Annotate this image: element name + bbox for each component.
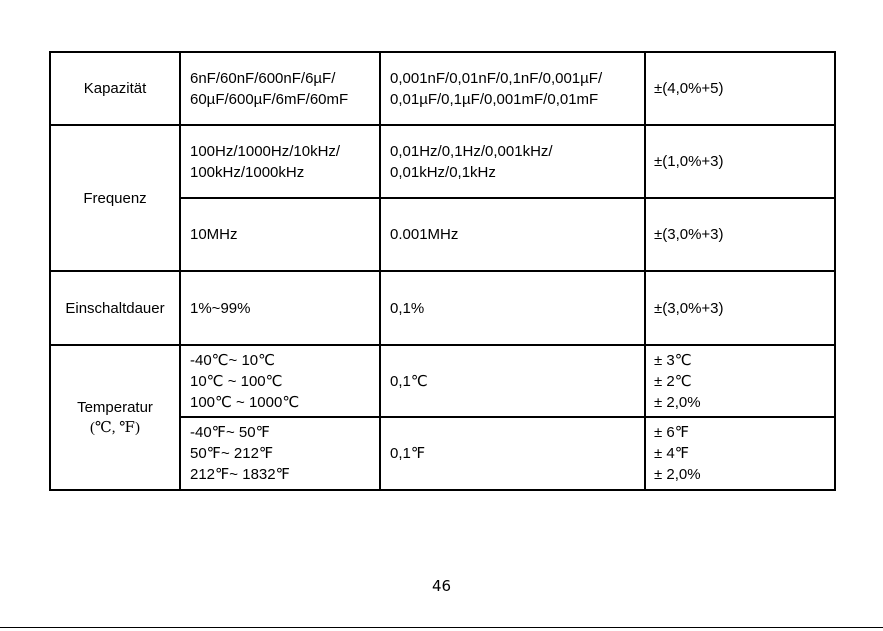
- frequency-range-1-line-1: 100Hz/1000Hz/10kHz/: [190, 142, 341, 160]
- capacitance-accuracy: ±(4,0%+5): [645, 52, 835, 125]
- capacitance-resolution-line-1: 0,001nF/0,01nF/0,1nF/0,001µF/: [390, 69, 603, 87]
- celsius-range-line-2: 10℃ ~ 100℃: [190, 372, 283, 390]
- celsius-range-line-1: -40℃~ 10℃: [190, 351, 275, 369]
- fahrenheit-accuracy-line-3: ± 2,0%: [654, 466, 701, 483]
- fahrenheit-accuracy-line-2: ± 4℉: [654, 445, 690, 462]
- capacitance-resolution: [380, 52, 645, 125]
- label-frequency: Frequenz: [50, 125, 180, 271]
- temperature-label: Temperatur: [77, 398, 153, 416]
- frequency-range-2: 10MHz: [180, 198, 380, 271]
- row-capacitance: [50, 52, 835, 125]
- fahrenheit-range-line-2: 50℉~ 212℉: [190, 445, 274, 462]
- page-number: 46: [431, 577, 452, 595]
- label-temperature: [50, 345, 180, 490]
- celsius-range-line-3: 100℃ ~ 1000℃: [190, 393, 300, 411]
- row-duty-cycle: [50, 271, 835, 345]
- bottom-divider: [0, 627, 883, 628]
- temperature-units: (℃, ℉): [90, 419, 140, 436]
- fahrenheit-accuracy-line-1: ± 6℉: [654, 424, 690, 441]
- frequency-resolution-2: 0.001MHz: [380, 198, 645, 271]
- duty-cycle-accuracy: ±(3,0%+3): [645, 271, 835, 345]
- temperature-fahrenheit-range: [180, 417, 380, 490]
- frequency-accuracy-1: ±(1,0%+3): [645, 125, 835, 198]
- frequency-resolution-1: [380, 125, 645, 198]
- label-duty-cycle: Einschaltdauer: [50, 271, 180, 345]
- frequency-accuracy-2: ±(3,0%+3): [645, 198, 835, 271]
- capacitance-resolution-line-2: 0,01µF/0,1µF/0,001mF/0,01mF: [390, 90, 599, 108]
- label-capacitance: Kapazität: [50, 52, 180, 125]
- temperature-celsius-resolution: 0,1℃: [380, 345, 645, 417]
- temperature-celsius-range: [180, 345, 380, 417]
- fahrenheit-range-line-3: 212℉~ 1832℉: [190, 466, 290, 483]
- capacitance-range: [180, 52, 380, 125]
- temperature-fahrenheit-accuracy: [645, 417, 835, 490]
- specification-table: [49, 51, 836, 491]
- row-temperature-celsius: [50, 345, 835, 417]
- row-frequency-1: [50, 125, 835, 198]
- temperature-celsius-accuracy: [645, 345, 835, 417]
- capacitance-range-line-2: 60µF/600µF/6mF/60mF: [190, 90, 349, 108]
- frequency-range-1-line-2: 100kHz/1000kHz: [190, 163, 305, 181]
- capacitance-range-line-1: 6nF/60nF/600nF/6µF/: [190, 69, 336, 87]
- celsius-accuracy-line-1: ± 3℃: [654, 351, 692, 369]
- fahrenheit-range-line-1: -40℉~ 50℉: [190, 424, 270, 441]
- frequency-resolution-1-line-2: 0,01kHz/0,1kHz: [390, 163, 496, 181]
- frequency-resolution-1-line-1: 0,01Hz/0,1Hz/0,001kHz/: [390, 142, 553, 160]
- duty-cycle-resolution: 0,1%: [380, 271, 645, 345]
- frequency-range-1: [180, 125, 380, 198]
- temperature-fahrenheit-resolution: 0,1℉: [380, 417, 645, 490]
- celsius-accuracy-line-2: ± 2℃: [654, 372, 692, 390]
- celsius-accuracy-line-3: ± 2,0%: [654, 393, 701, 411]
- duty-cycle-range: 1%~99%: [180, 271, 380, 345]
